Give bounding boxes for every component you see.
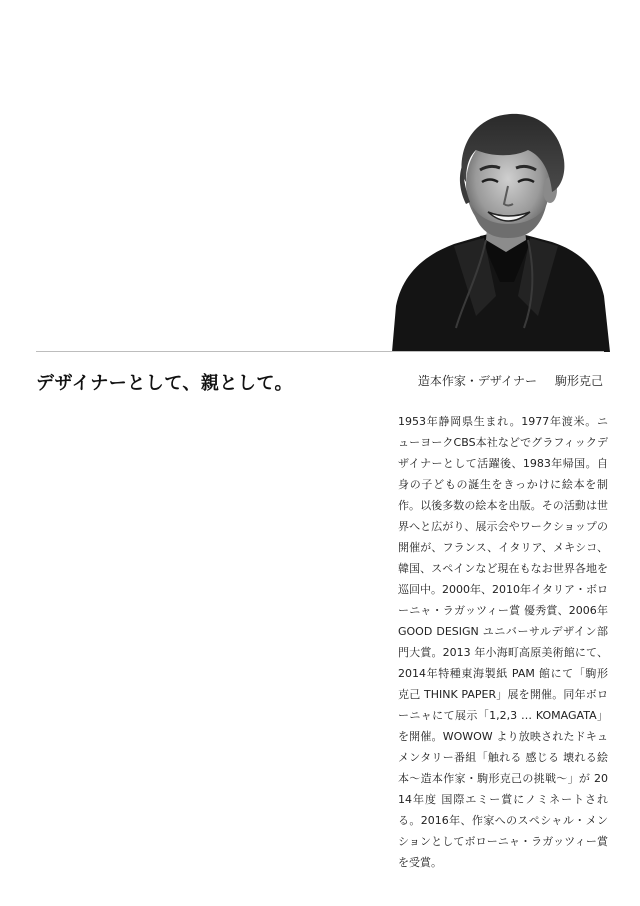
author-name: 駒形克己 [554, 374, 603, 388]
author-portrait [392, 106, 610, 352]
author-role: 造本作家・デザイナー [417, 374, 537, 388]
page-headline: デザイナーとして、親として。 [36, 373, 294, 394]
author-biography: 1953年静岡県生まれ。1977年渡米。ニューヨークCBS本社などでグラフィックデザイナーとして活躍後、1983年帰国。自身の子どもの誕生をきっかけに絵本を制作。以後多数の絵本を出版。その活動は世界へと広がり、展示会やワークショップの開催が、フランス、イタリア、メキシコ、韓国、スペインなど現在もなお世界各地を巡回中。2000年、2010年イタリア・ボローニャ・ラガッツィー賞 優秀賞、2006年GOOD DESIGN ユニバーサルデザイン部門大賞。2013 年小海町高原美術館にて、2014年特種東海製紙 PAM 館にて「駒形克己 THINK PAPER」展を開催。同年ボローニャにて展示「1,2,3 … KOMAGATA」を開催。WOWOW より放映されたドキュメンタリー番組「触れる 感じる 壊れる絵本〜造本作家・駒形克己の挑戦〜」が 2014年度 国際エミー賞にノミネートされる。2016年、作家へのスペシャル・メンションとしてボローニャ・ラガッツィー賞を受賞。 [398, 415, 608, 869]
author-byline [418, 372, 603, 389]
section-divider [36, 351, 604, 352]
